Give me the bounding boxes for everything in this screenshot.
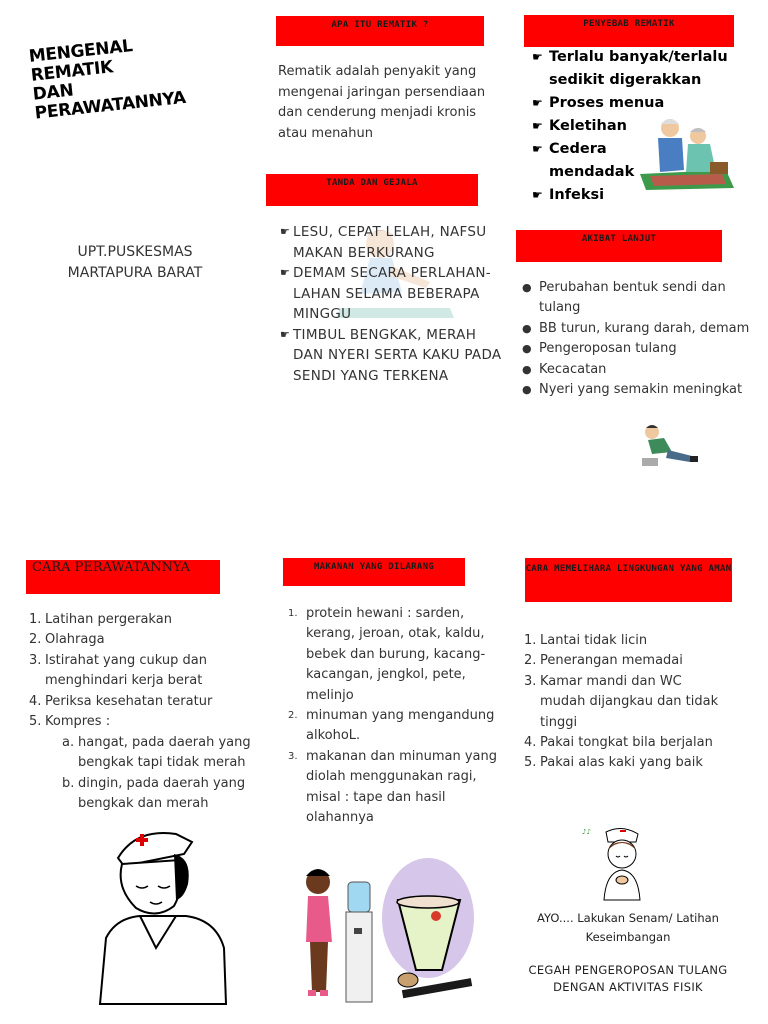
lingkungan-item: 4. Pakai tongkat bila berjalan bbox=[524, 735, 713, 751]
akibat-header: AKIBAT LANJUT bbox=[516, 230, 722, 262]
lingkungan-item: 5. Pakai alas kaki yang baik bbox=[524, 755, 703, 771]
woman-water-dispenser-illustration bbox=[298, 862, 378, 1012]
tanda-item: ☛ LESU, CEPAT LELAH, NAFSU MAKAN BERKURANG bbox=[280, 224, 487, 261]
pointing-hand-icon: ☛ bbox=[280, 266, 291, 279]
perawatan-list bbox=[29, 610, 259, 732]
kompres-item: a. hangat, pada daerah yang bengkak tapi tidak merah bbox=[62, 735, 251, 771]
apa-itu-body: Rematik adalah penyakit yang mengenai jaringan persendiaan dan cenderung menjadi kronis atau menahun bbox=[278, 64, 486, 141]
penyebab-item: ☛ Cedera mendadak bbox=[532, 138, 639, 184]
perawatan-item: 3. Istirahat yang cukup dan menghindari kerja berat bbox=[29, 652, 207, 689]
brochure-title bbox=[28, 28, 225, 123]
bullet-dot: ● bbox=[522, 362, 532, 376]
perawatan-item: 5. Kompres : bbox=[29, 714, 111, 730]
pointing-hand-icon: ☛ bbox=[532, 119, 543, 133]
penyebab-item: ☛ Infeksi bbox=[532, 184, 732, 207]
lingkungan-item: 1. Lantai tidak licin bbox=[524, 633, 648, 648]
penyebab-item: ☛ Proses menua bbox=[532, 92, 732, 115]
tanda-list bbox=[280, 222, 502, 386]
elderly-couple-illustration bbox=[636, 112, 736, 192]
drink-glass-illustration bbox=[378, 852, 480, 1000]
akibat-item: ● BB turun, kurang darah, demam bbox=[522, 319, 762, 339]
ajakan-cegah-text: CEGAH PENGEROPOSAN TULANG DENGAN AKTIVITAS FISIK bbox=[528, 963, 728, 994]
apa-itu-header: APA ITU REMATIK ? bbox=[276, 16, 484, 46]
ajakan-senam-text: AYO.... Lakukan Senam/ Latihan Keseimbangan bbox=[537, 911, 719, 944]
makanan-item: 1. protein hewani : sarden, kerang, jeroan, otak, kaldu, bebek dan burung, kacang-kacangan, jengkol, pete, melinjo bbox=[288, 606, 486, 703]
akibat-item: ● Pengeroposan tulang bbox=[522, 339, 762, 359]
man-in-pain-illustration bbox=[638, 422, 700, 468]
makanan-item: 3. makanan dan minuman yang diolah menggunakan ragi, misal : tape dan hasil olahannya bbox=[288, 748, 497, 826]
pointing-hand-icon: ☛ bbox=[532, 96, 543, 110]
small-nurse-illustration bbox=[580, 824, 650, 902]
penyebab-item: ☛ Terlalu banyak/terlalu sedikit digerakkan bbox=[532, 46, 732, 92]
title-line-2: DAN PERAWATANNYA bbox=[31, 80, 187, 124]
makanan-header: MAKANAN YANG DILARANG bbox=[283, 558, 465, 586]
org-line-1: UPT.PUSKESMAS bbox=[77, 244, 193, 260]
lingkungan-header: CARA MEMELIHARA LINGKUNGAN YANG AMAN bbox=[525, 558, 732, 602]
tanda-item: ☛ DEMAM SECARA PERLAHAN-LAHAN SELAMA BEBERAPA MINGGU bbox=[280, 265, 491, 322]
pointing-hand-icon: ☛ bbox=[532, 50, 543, 64]
tanda-header: TANDA DAN GEJALA bbox=[266, 174, 478, 206]
org-line-2: MARTAPURA BARAT bbox=[67, 265, 203, 281]
nurse-illustration bbox=[96, 828, 234, 1008]
lingkungan-list bbox=[524, 631, 724, 774]
perawatan-item: 4. Periksa kesehatan teratur bbox=[29, 693, 213, 709]
bullet-dot: ● bbox=[522, 383, 532, 397]
perawatan-header: CARA PERAWATANNYA bbox=[26, 560, 220, 594]
akibat-list bbox=[522, 278, 762, 400]
bullet-dot: ● bbox=[522, 342, 532, 356]
bullet-dot: ● bbox=[522, 281, 532, 294]
perawatan-item: 1. Latihan pergerakan bbox=[29, 612, 172, 627]
lingkungan-item: 2. Penerangan memadai bbox=[524, 653, 683, 669]
title-line-1: MENGENAL REMATIK bbox=[27, 36, 134, 86]
perawatan-item: 2. Olahraga bbox=[29, 632, 105, 648]
akibat-item: ● Kecacatan bbox=[522, 360, 762, 380]
bullet-dot: ● bbox=[522, 321, 532, 335]
pointing-hand-icon: ☛ bbox=[532, 142, 543, 156]
akibat-item: ● Perubahan bentuk sendi dan tulang bbox=[522, 280, 726, 316]
penyebab-header: PENYEBAB REMATIK bbox=[524, 15, 734, 47]
lingkungan-item: 3. Kamar mandi dan WC mudah dijangkau dan tidak tinggi bbox=[524, 673, 719, 730]
kompres-sublist bbox=[62, 733, 258, 815]
akibat-item: ● Nyeri yang semakin meningkat bbox=[522, 380, 762, 400]
kompres-item: b. dingin, pada daerah yang bengkak dan merah bbox=[62, 775, 246, 812]
makanan-list bbox=[288, 604, 498, 828]
makanan-item: 2. minuman yang mengandung alkohoL. bbox=[288, 708, 495, 744]
penyebab-item: ☛ Keletihan bbox=[532, 115, 732, 138]
svg-text:♪♪: ♪♪ bbox=[582, 828, 591, 836]
organization-name bbox=[40, 242, 230, 284]
pointing-hand-icon: ☛ bbox=[280, 327, 291, 341]
pointing-hand-icon: ☛ bbox=[532, 188, 543, 202]
pointing-hand-icon: ☛ bbox=[280, 225, 291, 238]
tanda-item: ☛ TIMBUL BENGKAK, MERAH DAN NYERI SERTA KAKU PADA SENDI YANG TERKENA bbox=[280, 326, 502, 384]
